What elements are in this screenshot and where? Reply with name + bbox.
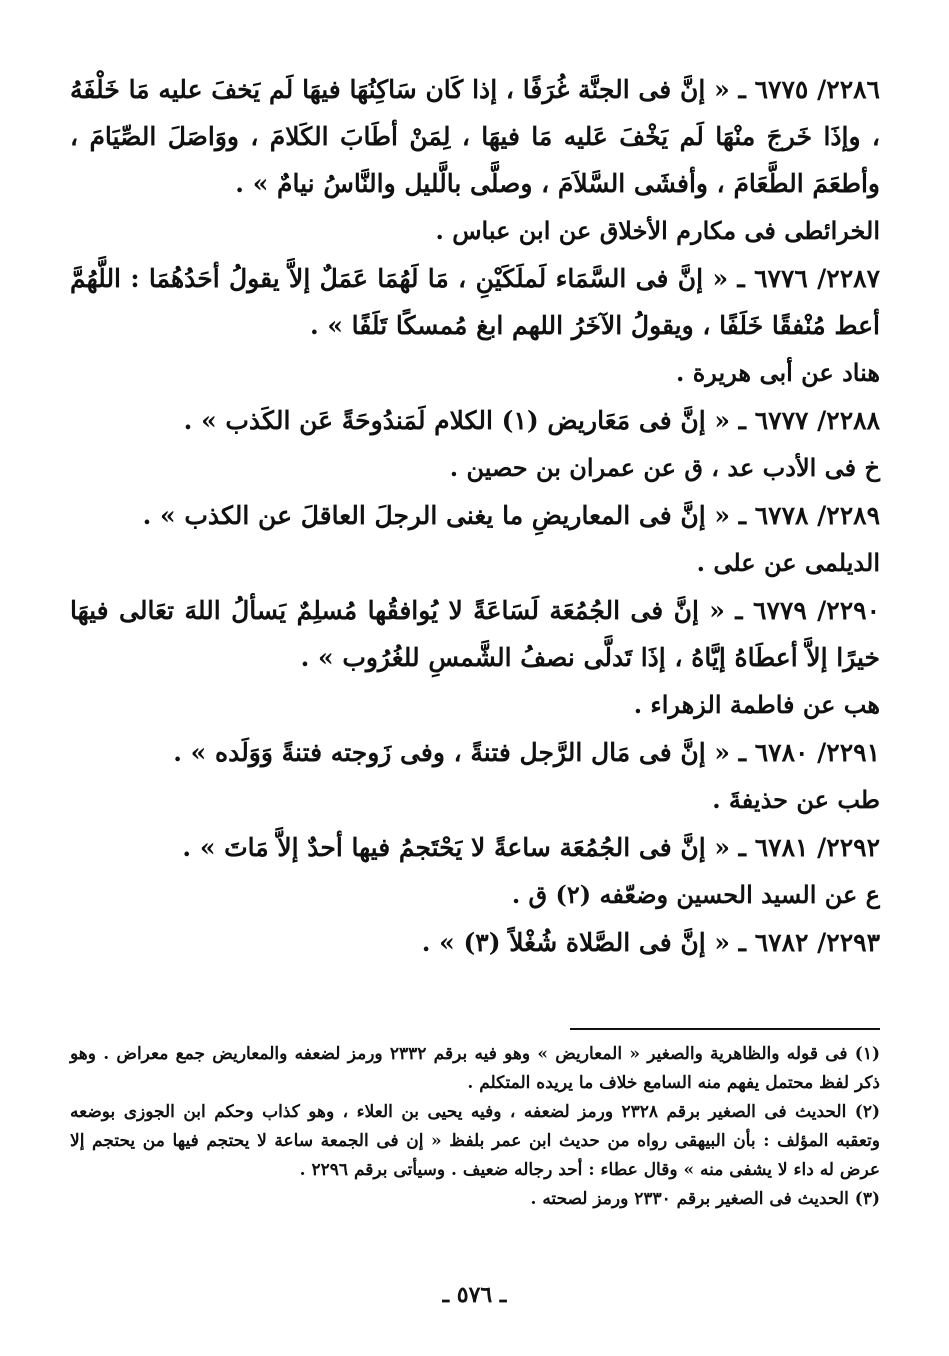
source-2286: الخرائطى فى مكارم الأخلاق عن ابن عباس . bbox=[435, 216, 880, 245]
hadith-2289: ٢٢٨٩/ ٦٧٧٨ ـ « إنَّ فى المعاريضِ ما يغنى الرجلَ العاقلَ عن الكذب » . bbox=[142, 501, 880, 530]
source-2291: طب عن حذيفةَ . bbox=[712, 785, 880, 814]
footnote-divider bbox=[570, 1028, 880, 1030]
hadith-2293: ٢٢٩٣/ ٦٧٨٢ ـ « إنَّ فى الصَّلاة شُغْلاً (٣) » . bbox=[421, 928, 880, 957]
hadith-2291: ٢٢٩١/ ٦٧٨٠ ـ « إنَّ فى مَال الرَّجل فتنةً ، وفى زَوجته فتنةً وَوَلَده » . bbox=[173, 738, 880, 767]
hadith-2288: ٢٢٨٨/ ٦٧٧٧ ـ « إنَّ فى مَعَاريض (١) الكلام لَمَندُوحَةً عَن الكَذب » . bbox=[183, 406, 880, 435]
footnote-3: (٣) الحديث فى الصغير برقم ٢٣٣٠ ورمز لصحته . bbox=[530, 1189, 880, 1209]
source-2292: ع عن السيد الحسين وضعّفه (٢) ق . bbox=[511, 880, 880, 909]
footnote-2: (٢) الحديث فى الصغير برقم ٢٣٢٨ ورمز لضعفه ، وفيه يحيى بن العلاء ، وهو كذاب وحكم ابن الجوزى بوضعه وتعقبه المؤلف : بأن البيهقى رواه من حديث ابن عمر بلفظ « إن فى الجمعة ساعة لا يحتجم فيها من يحتجم إلا عرض له داء لا يشفى منه » وقال عطاء : أحد رجاله ضعيف . وسيأتى برقم ٢٢٩٦ . bbox=[70, 1102, 880, 1180]
source-2287: هناد عن أبى هريرة . bbox=[675, 358, 880, 387]
source-2288: خ فى الأدب عد ، ق عن عمران بن حصين . bbox=[449, 453, 880, 482]
hadith-2286: ٢٢٨٦/ ٦٧٧٥ ـ « إنَّ فى الجنَّة غُرَفًا ، إذا كَان سَاكِنُهَا فيهَا لَم يَخفَ عليه مَا خَلْفَهُ ، وإذَا خَرجَ منْهَا لَم يَخْفَ عَليه مَا فيهَا ، لِمَنْ أطَابَ الكَلامَ ، ووَاصَلَ الصِّيَامَ ، وأطعَمَ الطَّعَامَ ، وأفشَى السَّلاَمَ ، وصلَّى بالَّليل والنَّاسُ نيامٌ » . bbox=[70, 75, 880, 198]
hadith-2292: ٢٢٩٢/ ٦٧٨١ ـ « إنَّ فى الجُمُعَة ساعةً لا يَحْتَجمُ فيها أحدٌ إلاَّ مَاتَ » . bbox=[182, 833, 880, 862]
hadith-2290: ٢٢٩٠/ ٦٧٧٩ ـ « إنَّ فى الجُمُعَة لَسَاعَةً لا يُوافقُها مُسلِمٌ يَسألُ اللهَ تعَالى فيهَا خيرًا إلاَّ أعطَاهُ إيَّاهُ ، إذَا تَدلَّى نصفُ الشَّمسِ للغُرُوب » . bbox=[70, 596, 880, 672]
hadith-2287: ٢٢٨٧/ ٦٧٧٦ ـ « إنَّ فى السَّمَاء لَملَكَيْنِ ، مَا لَهُمَا عَمَلٌ إلاَّ يقولُ أحَدُهُمَا : اللَّهُمَّ أعط مُنْفقًا خَلَفًا ، ويقولُ الآخَرُ اللهم ابغ مُمسكًا تَلَفًا » . bbox=[70, 264, 881, 340]
source-2290: هب عن فاطمة الزهراء . bbox=[633, 690, 880, 719]
main-text bbox=[70, 66, 880, 966]
page-number: ـ ٥٧٦ ـ bbox=[442, 1282, 507, 1308]
footnotes bbox=[70, 1040, 880, 1214]
source-2289: الديلمى عن على . bbox=[696, 548, 880, 577]
footnote-1: (١) فى قوله والظاهرية والصغير « المعاريض » وهو فيه برقم ٢٣٣٢ ورمز لضعفه والمعاريض جمع معراض . وهو ذكر لفظ محتمل يفهم منه السامع خلاف ما يريده المتكلم . bbox=[70, 1044, 880, 1093]
